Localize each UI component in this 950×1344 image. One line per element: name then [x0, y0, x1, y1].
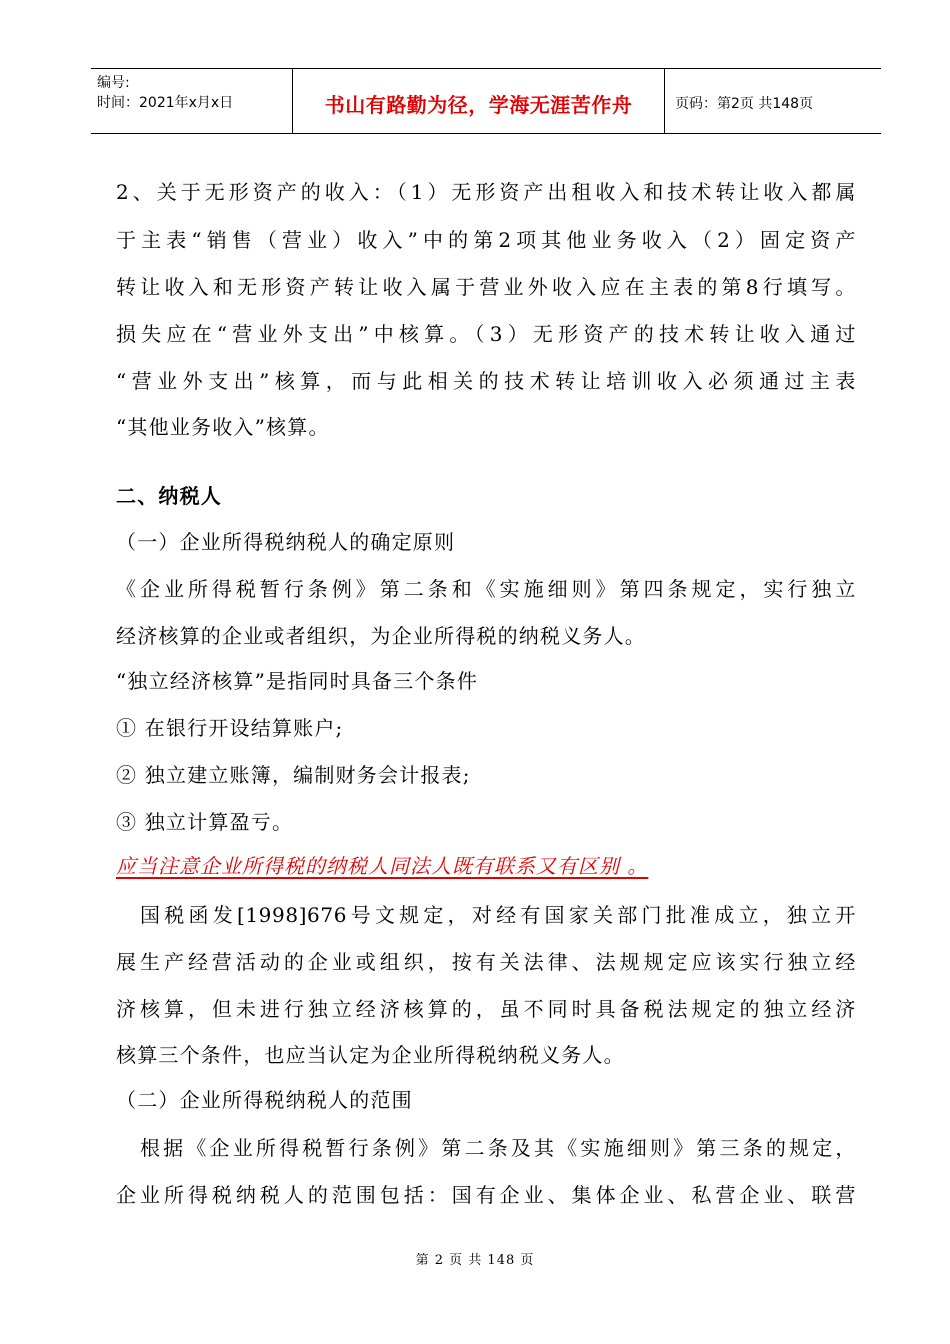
list-item: ① 在银行开设结算账户; [116, 716, 344, 740]
header-page-code: 页码：第2页 共148页 [675, 96, 814, 112]
paragraph-line: 于主表“销售（营业）收入”中的第2项其他业务收入（2）固定资产 [116, 228, 856, 252]
paragraph-line: 转让收入和无形资产转让收入属于营业外收入应在主表的第8行填写。 [116, 275, 856, 299]
header-meta [97, 73, 233, 113]
serial-label: 编号: [97, 75, 130, 91]
paragraph-line: “独立经济核算”是指同时具备三个条件 [116, 669, 479, 693]
paragraph-line: “其他业务收入”核算。 [116, 415, 330, 439]
paragraph-line: 《企业所得税暂行条例》第二条和《实施细则》第四条规定，实行独立 [116, 577, 856, 601]
list-item: ② 独立建立账簿，编制财务会计报表; [116, 763, 471, 787]
paragraph-line: 2、关于无形资产的收入：（1）无形资产出租收入和技术转让收入都属 [116, 180, 856, 204]
subsection-heading: （二）企业所得税纳税人的范围 [116, 1088, 413, 1112]
list-item: ③ 独立计算盈亏。 [116, 810, 294, 834]
paragraph-line: 展生产经营活动的企业或组织，按有关法律、法规规定应该实行独立经 [116, 950, 856, 974]
time-label: 时间：2021年x月x日 [97, 95, 234, 111]
paragraph-line: 济核算，但未进行独立经济核算的，虽不同时具备税法规定的独立经济 [116, 997, 856, 1021]
paragraph-line: 根据《企业所得税暂行条例》第二条及其《实施细则》第三条的规定， [140, 1136, 856, 1160]
paragraph-line: “营业外支出”核算，而与此相关的技术转让培训收入必须通过主表 [116, 369, 856, 393]
subsection-heading: （一）企业所得税纳税人的确定原则 [116, 530, 456, 554]
paragraph-line: 国税函发[1998]676号文规定，对经有国家关部门批准成立，独立开 [140, 903, 856, 927]
paragraph-line: 损失应在“营业外支出”中核算。（3）无形资产的技术转让收入通过 [116, 322, 856, 346]
page-footer: 第 2 页 共 148 页 [415, 1253, 535, 1268]
paragraph-line: 核算三个条件，也应当认定为企业所得税纳税义务人。 [116, 1043, 625, 1067]
paragraph-line: 经济核算的企业或者组织，为企业所得税的纳税义务人。 [116, 624, 646, 648]
highlighted-note: 应当注意企业所得税的纳税人同法人既有联系又有区别 。 [116, 854, 649, 878]
paragraph-line: 企业所得税纳税人的范围包括：国有企业、集体企业、私营企业、联营 [116, 1183, 856, 1207]
section-heading: 二、纳税人 [116, 484, 222, 508]
page-header [91, 68, 881, 134]
header-motto: 书山有路勤为径，学海无涯苦作舟 [324, 93, 633, 117]
header-divider [664, 69, 665, 133]
